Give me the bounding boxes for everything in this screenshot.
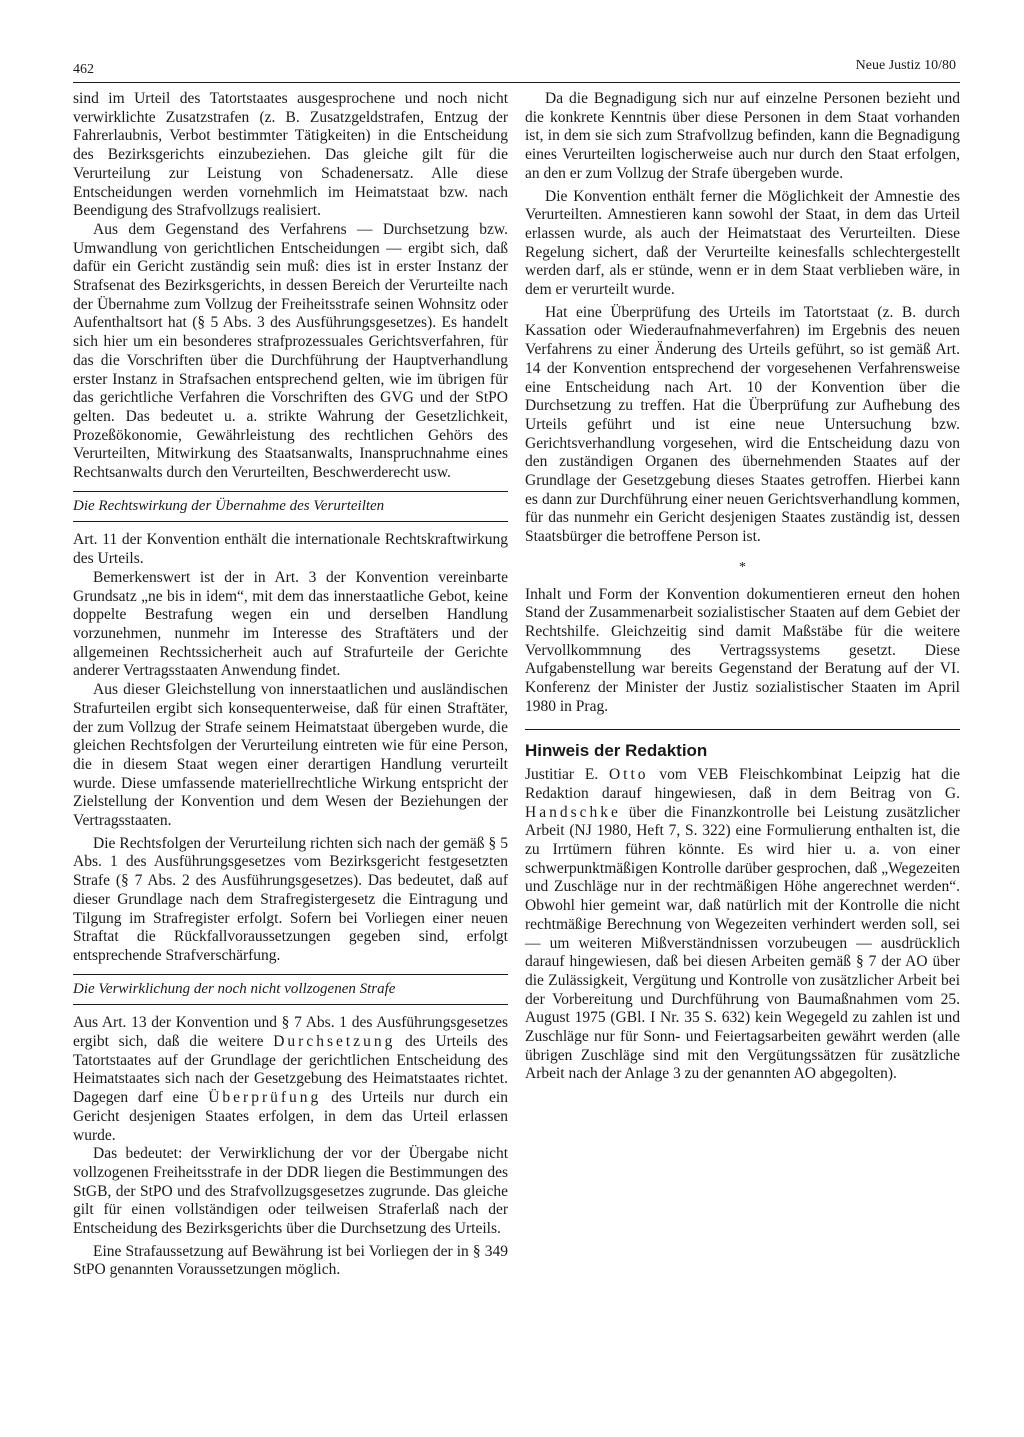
rule — [73, 521, 508, 522]
header-rule — [73, 82, 960, 83]
paragraph: Eine Strafaussetzung auf Bewährung ist bei Vorliegen der in § 349 StPO genannten Voraussetzungen möglich. — [73, 1242, 508, 1279]
paragraph: Hat eine Überprüfung des Urteils im Tatortstaat (z. B. durch Kassation oder Wiederaufnahmeverfahren) im Ergebnis des neuen Verfahrens zu einer Änderung des Urteils geführt, so ist gemäß Art. 14 der Konvention entsprechend der vorgesehenen Verfahrensweise eine Entscheidung nach Art. 10 der Konvention über die Durchsetzung zu treffen. Hat die Überprüfung zur Aufhebung des Urteils geführt und ist eine neue Untersuchung bzw. Gerichtsverhandlung vorgesehen, wird die Entscheidung dazu von den zuständigen Organen des übernehmenden Staates auf der Grundlage der Gesetzgebung dieses Staates getroffen. Hierbei kann es dann zur Durchführung einer neuen Gerichtsverhandlung kommen, für das nunmehr ein Gericht desjenigen Staates zuständig ist, dessen Staatsbürger die betroffene Person ist. — [525, 303, 960, 546]
paragraph: Bemerkenswert ist der in Art. 3 der Konvention vereinbarte Grundsatz „ne bis in idem“, mit dem das innerstaatliche Gebot, keine doppelte Bestrafung wegen ein und derselben Handlung vorzunehmen, nunmehr im Interesse des Straftäters und der allgemeinen Rechtssicherheit auch auf Strafurteile der Gerichte anderer Vertragsstaaten Anwendung findet. — [73, 568, 508, 680]
emphasis: Handschke — [525, 803, 621, 821]
page-number: 462 — [73, 62, 94, 77]
subheading-block — [73, 974, 508, 1006]
subheading: Die Rechtswirkung der Übernahme des Verurteilten — [73, 497, 385, 514]
text-run: über die Finanzkontrolle bei Leistung zusätzlicher Arbeit (NJ 1980, Heft 7, S. 322) eine Formulierung enthalten ist, die zu Irrtümern führen könnte. Es wird hier u. a. von einer schwerpunktmäßigen Kontrolle darüber gesprochen, daß „Wegezeiten und Zuschläge nur in der rechtmäßigen Höhe angerechnet werden“. Obwohl hier gemeint war, daß natürlich mit der Kontrolle die nicht rechtmäßige Berechnung von Wegezeiten verhindert werden soll, sei — um weiteren Mißverständnissen vorzubeugen — ausdrücklich darauf hingewiesen, daß bei diesen Arbeiten gemäß § 7 der AO über die Zulässigkeit, Vergütung und Kontrolle von zusätzlicher Arbeit bei der Vorbereitung und Durchführung von Baumaßnahmen vom 25. August 1975 (GBl. I Nr. 35 S. 632) kein Wegegeld zu zahlen ist und Zuschläge nur für Sonn- und Feiertagsarbeiten gewährt werden (alle übrigen Zuschläge sind mit den Vergütungssätzen für zusätzliche Arbeit nach der Anlage 3 zu der genannten AO abgegolten). — [525, 803, 960, 1083]
text-run: Aus Art. 13 der Konvention und § 7 Abs. 1 des Ausführungsgesetzes ergibt sich, daß die weitere — [73, 1014, 508, 1051]
emphasis: Überprüfung — [208, 1089, 322, 1107]
journal-issue: Neue Justiz 10/80 — [855, 58, 956, 73]
subheading-block — [73, 491, 508, 523]
section-separator-star: * — [739, 559, 746, 575]
paragraph: Aus dem Gegenstand des Verfahrens — Durchsetzung bzw. Umwandlung von gerichtlichen Entscheidungen — ergibt sich, daß dafür ein Gericht zuständig sein muß: dies ist in erster Instanz der Strafsenat des Bezirksgerichts, in dessen Bereich der Verurteilte nach der Übernahme zum Vollzug der Freiheitsstrafe seinen Wohnsitz oder Aufenthaltsort hat (§ 5 Abs. 3 des Ausführungsgesetzes). Es handelt sich hier um ein besonderes strafprozessuales Gerichtsverfahren, für das die Vorschriften über die Durchführung der Hauptverhandlung erster Instanz in Strafsachen entsprechend gelten, wie im übrigen für das gerichtliche Verfahren die Vorschriften des GVG und der StPO gelten. Das bedeutet u. a. strikte Wahrung der Gesetzlichkeit, Prozeßökonomie, Gewährleistung des rechtlichen Gehörs des Verurteilten, Mitwirkung des Staatsanwalts, Inanspruchnahme eines Rechtsanwalts durch den Verurteilten, Beschwerderecht usw. — [73, 220, 508, 482]
paragraph: Aus dieser Gleichstellung von innerstaatlichen und ausländischen Strafurteilen ergibt sich konsequenterweise, daß für einen Straftäter, der zum Vollzug der Strafe seinem Heimatstaat übergeben wurde, die gleichen Rechtsfolgen der Verurteilung eintreten wie für eine Person, die in diesem Staat wegen einer derartigen Handlung verurteilt wurde. Diese umfassende materiellrechtliche Wirkung entspricht der Zielstellung der Konvention und dem Wesen der Beziehungen der Vertragsstaaten. — [73, 681, 508, 830]
paragraph: Art. 11 der Konvention enthält die internationale Rechtskraftwirkung des Urteils. — [73, 531, 508, 568]
paragraph — [73, 1014, 508, 1145]
paragraph: Da die Begnadigung sich nur auf einzelne Personen bezieht und die konkrete Kenntnis über diese Personen in dem Staat vorhanden ist, in dem sie sich zum Strafvollzug befinden, kann die Begnadigung eines Verurteilten logischerweise auch nur durch den Staat erfolgen, an den er zum Vollzug der Strafe übergeben wurde. — [525, 90, 960, 182]
paragraph — [525, 766, 960, 1084]
subheading: Die Verwirklichung der noch nicht vollzogenen Strafe — [73, 980, 396, 997]
section-title: Hinweis der Redaktion — [525, 740, 708, 760]
section-rule — [525, 729, 960, 730]
right-column — [525, 90, 960, 1084]
text-run: des Urteils des Tatortstaates auf der Grundlage der gerichtlichen Entscheidung des Heimatstaates sich nach der Gesetzgebung des Heimatstaates richtet. Dagegen darf eine — [73, 1033, 508, 1107]
emphasis: Otto — [608, 766, 649, 784]
paragraph: sind im Urteil des Tatortstaates ausgesprochene und noch nicht verwirklichte Zusatzstrafen (z. B. Zusatzgeldstrafen, Entzug der Fahrerlaubnis, Verbot bestimmter Tätigkeiten) in die Entscheidung des Bezirksgerichts einzubeziehen. Das gleiche gilt für die Verurteilung zur Leistung von Schadenersatz. Alle diese Entscheidungen werden vornehmlich im Heimatstaat bzw. nach Beendigung des Strafvollzugs realisiert. — [73, 90, 508, 220]
text-run: vom VEB Fleischkombinat Leipzig hat die Redaktion darauf hingewiesen, daß in dem Beitrag von G. — [525, 766, 960, 802]
rule — [73, 1004, 508, 1005]
paragraph: Die Konvention enthält ferner die Möglichkeit der Amnestie des Verurteilten. Amnestieren kann sowohl der Staat, in dem das Urteil erlassen wurde, als auch der Heimatstaat des Verurteilten. Diese Regelung sichert, daß der Verurteilte keinesfalls schlechtergestellt werden darf, als er stünde, wenn er in dem Staat verblieben wäre, in dem er verurteilt wurde. — [525, 187, 960, 299]
text-run: des Urteils nur durch ein Gericht desjenigen Staates erfolgen, in dem das Urteil erlassen wurde. — [73, 1089, 508, 1144]
paragraph: Das bedeutet: der Verwirklichung der vor der Übergabe nicht vollzogenen Freiheitsstrafe in der DDR liegen die Bestimmungen des StGB, der StPO und des Strafvollzugsgesetzes zugrunde. Das gleiche gilt für einen vollständigen oder teilweisen Straferlaß nach der Entscheidung des Bezirksgerichts über die Durchsetzung des Urteils. — [73, 1145, 508, 1238]
paragraph: Inhalt und Form der Konvention dokumentieren erneut den hohen Stand der Zusammenarbeit sozialistischer Staaten auf dem Gebiet der Rechtshilfe. Gleichzeitig sind damit Maßstäbe für die weitere Vervollkommnung des Vertragssystems gesetzt. Diese Aufgabenstellung war bereits Gegenstand der Beratung auf der VI. Konferenz der Minister der Justiz sozialistischer Staaten im April 1980 in Prag. — [525, 585, 960, 715]
emphasis: Durchsetzung — [273, 1033, 396, 1051]
left-column — [73, 90, 508, 1280]
text-run: Justitiar E. — [525, 766, 609, 784]
paragraph: Die Rechtsfolgen der Verurteilung richten sich nach der gemäß § 5 Abs. 1 des Ausführungsgesetzes vom Bezirksgericht festgesetzten Strafe (§ 7 Abs. 2 des Ausführungsgesetzes). Das bedeutet, daß auf dieser Grundlage nach dem Strafregistergesetz die Eintragung und Tilgung im Strafregister erfolgt. Sofern bei Vorliegen einer neuen Straftat die Rückfallvoraussetzungen gegeben sind, erfolgt entsprechende Strafverschärfung. — [73, 834, 508, 964]
